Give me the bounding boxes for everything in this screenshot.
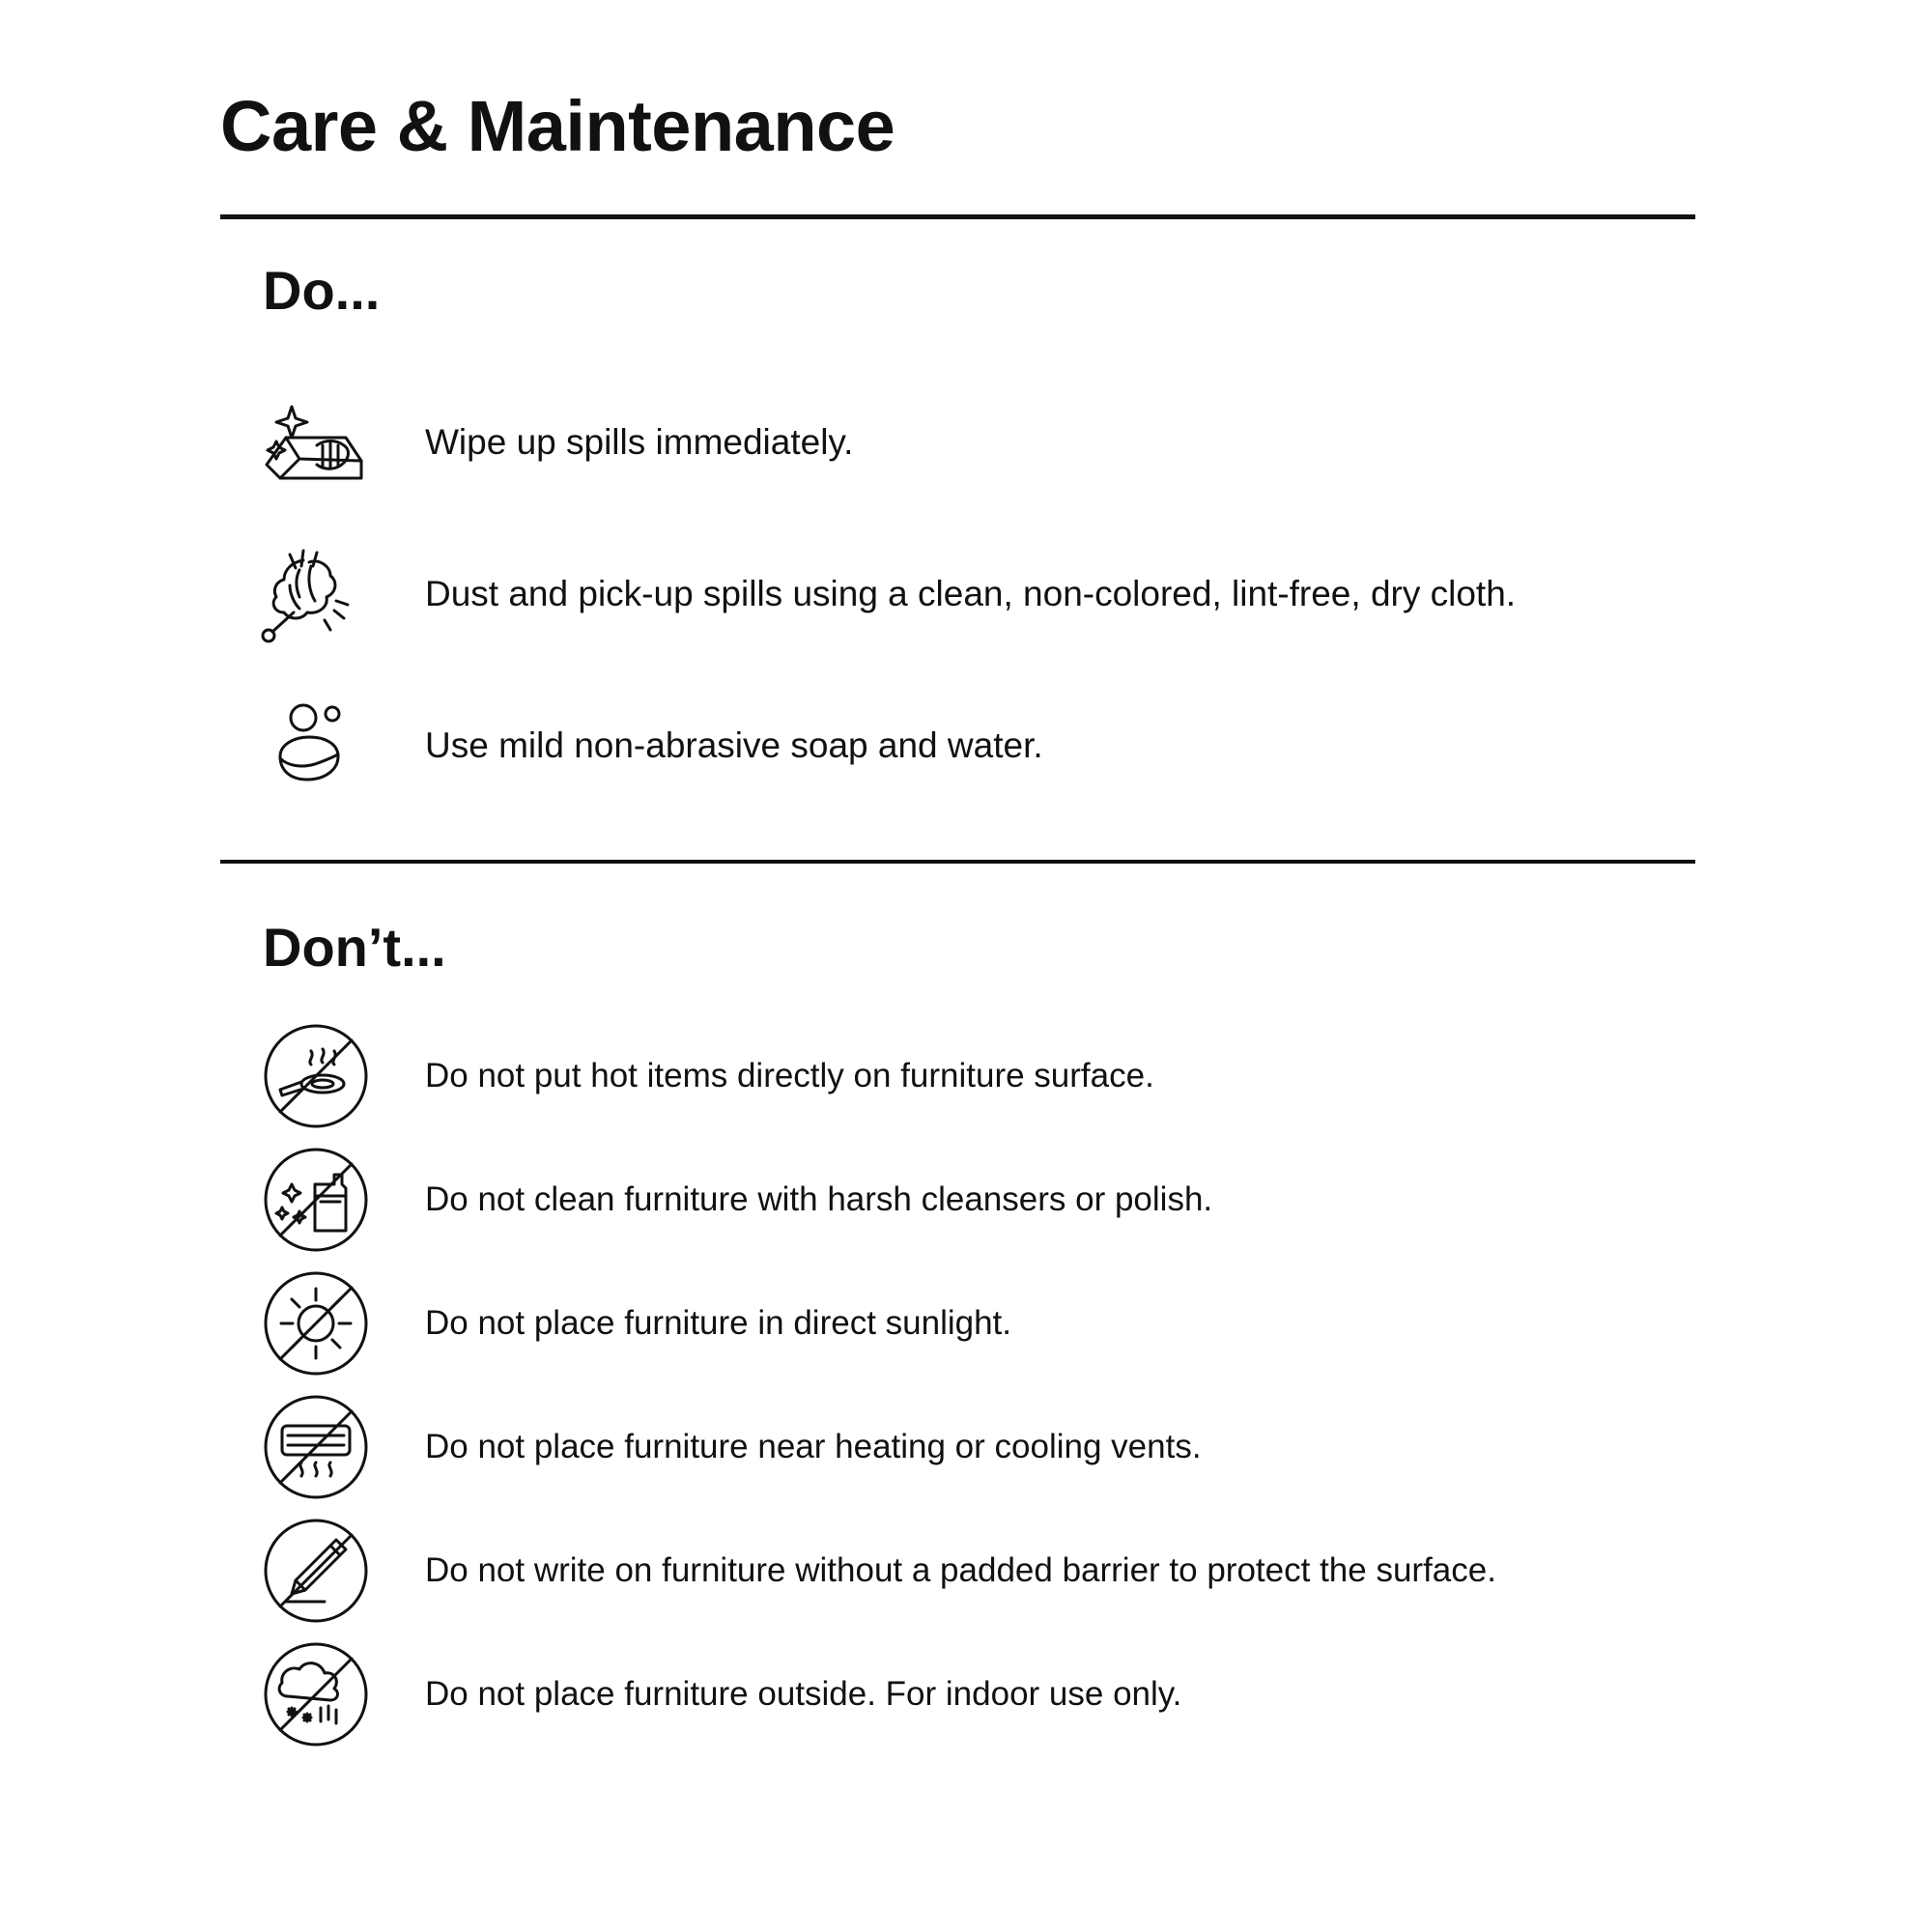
list-item xyxy=(0,1262,1932,1385)
no-outdoor-weather-icon xyxy=(253,1636,379,1752)
list-item-text: Dust and pick-up spills using a clean, non-colored, lint-free, dry cloth. xyxy=(425,574,1517,614)
list-item-text: Do not put hot items directly on furniture surface. xyxy=(425,1057,1154,1094)
list-item xyxy=(0,1138,1932,1262)
section-heading-do: Do... xyxy=(263,260,381,321)
no-spray-cleanser-icon xyxy=(253,1142,379,1258)
section-heading-dont: Don’t... xyxy=(263,917,446,978)
no-hot-pan-icon xyxy=(253,1018,379,1134)
no-writing-pen-icon xyxy=(253,1513,379,1629)
soap-bubbles-icon xyxy=(253,689,379,805)
do-list xyxy=(0,367,1932,822)
wiping-cloth-sparkle-icon xyxy=(253,385,379,501)
list-item-text: Do not place furniture near heating or cooling vents. xyxy=(425,1428,1202,1465)
list-item-text: Do not clean furniture with harsh cleansers or polish. xyxy=(425,1180,1213,1218)
list-item xyxy=(0,367,1932,519)
no-direct-sunlight-icon xyxy=(253,1265,379,1381)
list-item xyxy=(0,670,1932,822)
page-title: Care & Maintenance xyxy=(220,86,895,166)
list-item-text: Do not write on furniture without a padded barrier to protect the surface. xyxy=(425,1551,1496,1589)
list-item-text: Use mild non-abrasive soap and water. xyxy=(425,725,1043,766)
dont-list xyxy=(0,1014,1932,1756)
list-item-text: Wipe up spills immediately. xyxy=(425,422,854,463)
section-divider xyxy=(220,860,1695,864)
no-hvac-vent-icon xyxy=(253,1389,379,1505)
list-item xyxy=(0,1509,1932,1633)
list-item xyxy=(0,519,1932,670)
list-item xyxy=(0,1633,1932,1756)
feather-duster-icon xyxy=(253,537,379,653)
title-divider xyxy=(220,214,1695,219)
list-item-text: Do not place furniture in direct sunlight. xyxy=(425,1304,1011,1342)
list-item-text: Do not place furniture outside. For indoor use only. xyxy=(425,1675,1182,1713)
list-item xyxy=(0,1385,1932,1509)
list-item xyxy=(0,1014,1932,1138)
